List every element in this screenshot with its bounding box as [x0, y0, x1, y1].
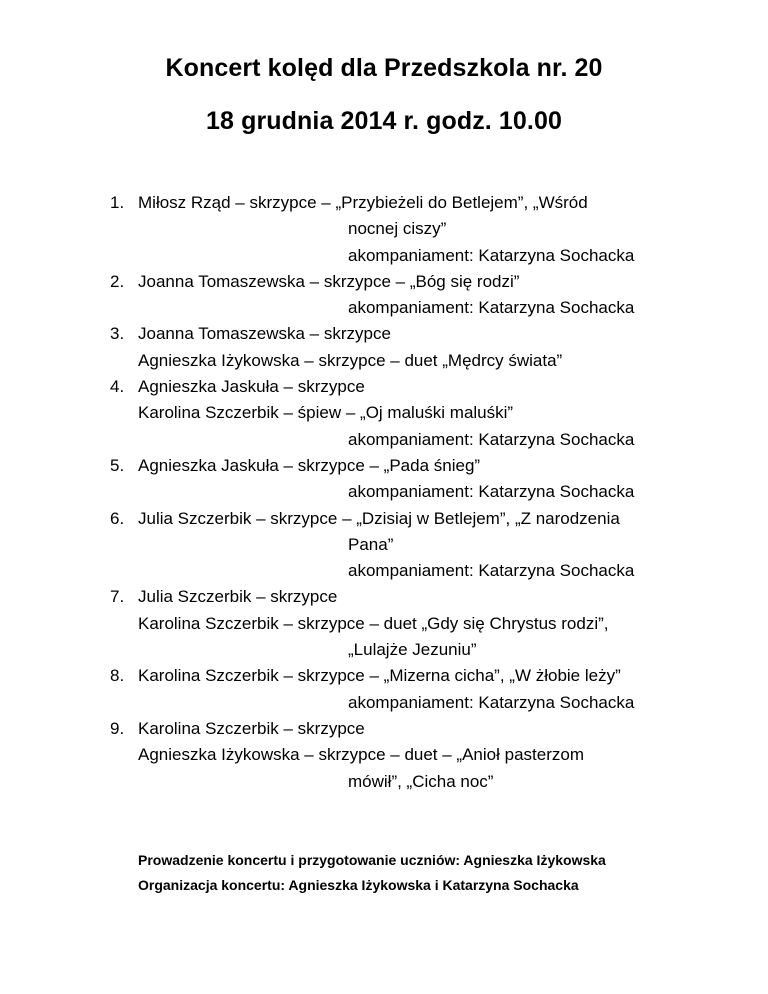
list-item-text: akompaniament: Katarzyna Sochacka [348, 429, 635, 449]
footer-line-preparation: Prowadzenie koncertu i przygotowanie uczniów: Agnieszka Iżykowska [138, 852, 606, 868]
program-line [0, 269, 768, 295]
program-line [0, 584, 768, 610]
program-line [0, 532, 768, 558]
list-item-number: 5. [110, 455, 125, 475]
program-line [0, 558, 768, 584]
list-item-text: Pana” [348, 534, 394, 554]
list-item-text: Karolina Szczerbik – skrzypce [138, 718, 365, 738]
program-line [0, 348, 768, 374]
program-line [0, 400, 768, 426]
program-line [0, 243, 768, 269]
list-item-text: akompaniament: Katarzyna Sochacka [348, 561, 635, 581]
list-item-text: Karolina Szczerbik – skrzypce – duet „Gdy się Chrystus rodzi”, [138, 613, 609, 633]
program-line [0, 374, 768, 400]
program-list [0, 190, 768, 795]
list-item-text: Joanna Tomaszewska – skrzypce – „Bóg się rodzi” [138, 271, 520, 291]
list-item-number: 8. [110, 666, 125, 686]
program-line [0, 427, 768, 453]
list-item-number: 6. [110, 508, 125, 528]
list-item-text: akompaniament: Katarzyna Sochacka [348, 482, 635, 502]
program-line [0, 321, 768, 347]
program-line [0, 295, 768, 321]
program-line [0, 742, 768, 768]
list-item-text: Agnieszka Iżykowska – skrzypce – duet – „Anioł pasterzom [138, 745, 584, 765]
list-item-text: Karolina Szczerbik – śpiew – „Oj maluśki maluśki” [138, 403, 514, 423]
program-line [0, 453, 768, 479]
list-item-text: Agnieszka Jaskuła – skrzypce [138, 377, 365, 397]
program-line [0, 190, 768, 216]
footer-credits [138, 848, 606, 898]
list-item-text: nocnej ciszy” [348, 219, 447, 239]
event-date: 18 grudnia 2014 r. godz. 10.00 [206, 107, 562, 135]
footer-line-organization: Organizacja koncertu: Agnieszka Iżykowska i Katarzyna Sochacka [138, 877, 579, 893]
program-line [0, 690, 768, 716]
list-item-text: Karolina Szczerbik – skrzypce – „Mizerna cicha”, „W żłobie leży” [138, 666, 621, 686]
list-item-number: 2. [110, 271, 125, 291]
list-item-text: akompaniament: Katarzyna Sochacka [348, 692, 635, 712]
list-item-text: mówił”, „Cicha noc” [348, 771, 494, 791]
list-item-number: 1. [110, 193, 125, 212]
list-item-text: akompaniament: Katarzyna Sochacka [348, 298, 635, 318]
list-item-text: Julia Szczerbik – skrzypce [138, 587, 338, 607]
program-line [0, 216, 768, 242]
list-item-number: 4. [110, 377, 125, 397]
program-line [0, 663, 768, 689]
page-title: Koncert kolęd dla Przedszkola nr. 20 [165, 54, 603, 82]
program-line [0, 769, 768, 795]
list-item-text: Miłosz Rząd – skrzypce – „Przybieżeli do Betlejem”, „Wśród [138, 193, 588, 212]
list-item-text: „Lulajże Jezuniu” [348, 640, 477, 660]
program-line [0, 479, 768, 505]
list-item-text: Joanna Tomaszewska – skrzypce [138, 324, 391, 344]
program-line [0, 637, 768, 663]
list-item-text: Agnieszka Jaskuła – skrzypce – „Pada śnieg” [138, 455, 481, 475]
program-line [0, 716, 768, 742]
list-item-text: Agnieszka Iżykowska – skrzypce – duet „Mędrcy świata” [138, 350, 563, 370]
program-line [0, 506, 768, 532]
list-item-number: 9. [110, 718, 125, 738]
list-item-text: Julia Szczerbik – skrzypce – „Dzisiaj w Betlejem”, „Z narodzenia [138, 508, 620, 528]
list-item-number: 3. [110, 324, 125, 344]
program-line [0, 611, 768, 637]
list-item-text: akompaniament: Katarzyna Sochacka [348, 245, 635, 265]
list-item-number: 7. [110, 587, 125, 607]
